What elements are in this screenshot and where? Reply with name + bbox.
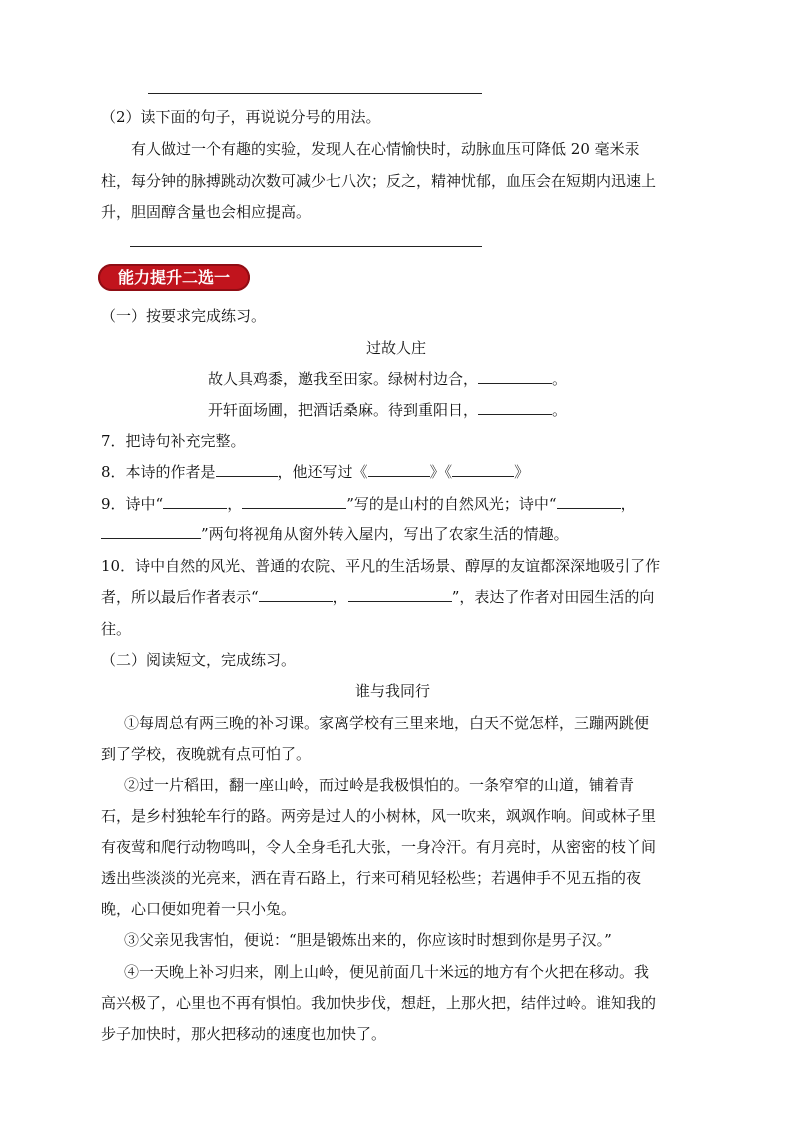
- q9-text: ，: [620, 495, 636, 513]
- q8-text: 》: [514, 463, 530, 481]
- q9-text: ”写的是山村的自然风光；诗中“: [346, 495, 557, 513]
- paragraph-line: ③父亲见我害怕，便说：“胆是锻炼出来的，你应该时时想到你是男子汉。”: [124, 931, 612, 949]
- paragraph-line: ④一天晚上补习归来，刚上山岭，便见前面几十米远的地方有个火把在移动。我: [124, 963, 650, 981]
- q9-text: 9．诗中“: [101, 495, 164, 513]
- poem-title: 过故人庄: [366, 339, 427, 357]
- q2-passage-line: 柱，每分钟的脉搏跳动次数可减少七八次；反之，精神忧郁，血压会在短期内迅速上: [101, 172, 657, 190]
- paragraph-line: ②过一片稻田，翻一座山岭，而过岭是我极惧怕的。一条窄窄的山道，铺着青: [124, 776, 635, 794]
- paragraph-line: 透出些淡淡的光亮来，洒在青石路上，行来可稍见轻松些；若遇伸手不见五指的夜: [101, 869, 642, 887]
- paragraph-line: 石，是乡村独轮车行的路。两旁是过人的小树林，风一吹来，飒飒作响。间或林子里: [101, 807, 657, 825]
- fill-blank[interactable]: [478, 400, 552, 415]
- poem-line: [208, 369, 567, 389]
- fill-blank[interactable]: [368, 462, 430, 477]
- answer-line: [130, 246, 482, 247]
- paragraph-line: ①每周总有两三晚的补习课。家离学校有三里来地，白天不觉怎样，三蹦两跳便: [124, 714, 650, 732]
- part1-heading: （一）按要求完成练习。: [101, 307, 267, 325]
- paragraph-line: 高兴极了，心里也不再有惧怕。我加快步伐，想赶，上那火把，结伴过岭。谁知我的: [101, 994, 657, 1012]
- paragraph-line: 晚，心口便如兜着一只小兔。: [101, 900, 297, 918]
- poem-period: 。: [552, 370, 568, 388]
- q10-text: 者，所以最后作者表示“: [101, 588, 259, 606]
- q10-text: ”，表达了作者对田园生活的向: [451, 588, 655, 606]
- poem-line: [208, 400, 567, 420]
- q2-passage-line: 有人做过一个有趣的实验，发现人在心情愉快时，动脉血压可降低 20 毫米汞: [131, 140, 640, 158]
- part2-heading: （二）阅读短文，完成练习。: [101, 651, 297, 669]
- question-9-cont: [101, 524, 569, 544]
- q2-passage-line: 升，胆固醇含量也会相应提高。: [101, 203, 312, 221]
- fill-blank[interactable]: [259, 587, 333, 602]
- fill-blank[interactable]: [101, 524, 201, 539]
- fill-blank[interactable]: [163, 494, 227, 509]
- article-title: 谁与我同行: [355, 682, 431, 700]
- paragraph-line: 步子加快时，那火把移动的速度也加快了。: [101, 1025, 387, 1043]
- q8-text: 8．本诗的作者是: [101, 463, 216, 481]
- section-badge: [98, 264, 250, 291]
- question-7: 7．把诗句补充完整。: [101, 432, 246, 450]
- question-8: [101, 462, 529, 482]
- fill-blank[interactable]: [242, 494, 346, 509]
- paragraph-line: 有夜莺和爬行动物鸣叫，令人全身毛孔大张，一身冷汗。有月亮时，从密密的枝丫间: [101, 838, 657, 856]
- fill-blank[interactable]: [216, 462, 278, 477]
- question-10-cont: [101, 587, 654, 607]
- q2-prompt: （2）读下面的句子，再说说分号的用法。: [101, 108, 381, 126]
- question-10: 10．诗中自然的风光、普通的农院、平凡的生活场景、醇厚的友谊都深深地吸引了作: [101, 557, 661, 575]
- q9-text: ”两句将视角从窗外转入屋内，写出了农家生活的情趣。: [201, 525, 569, 543]
- answer-line: [148, 93, 482, 94]
- q9-text: ，: [227, 495, 243, 513]
- q8-text: 》《: [429, 463, 453, 481]
- fill-blank[interactable]: [478, 369, 552, 384]
- poem-text: 故人具鸡黍，邀我至田家。绿树村边合，: [208, 370, 479, 388]
- q8-text: ，他还写过《: [277, 463, 368, 481]
- poem-text: 开轩面场圃，把酒话桑麻。待到重阳日，: [208, 401, 479, 419]
- paragraph-line: 到了学校，夜晚就有点可怕了。: [101, 745, 312, 763]
- fill-blank[interactable]: [557, 494, 621, 509]
- question-9: [101, 494, 636, 514]
- section-badge-label: 能力提升二选一: [117, 268, 230, 287]
- q10-text: ，: [332, 588, 348, 606]
- question-10-cont: 往。: [101, 620, 132, 638]
- fill-blank[interactable]: [348, 587, 452, 602]
- fill-blank[interactable]: [452, 462, 514, 477]
- poem-period: 。: [552, 401, 568, 419]
